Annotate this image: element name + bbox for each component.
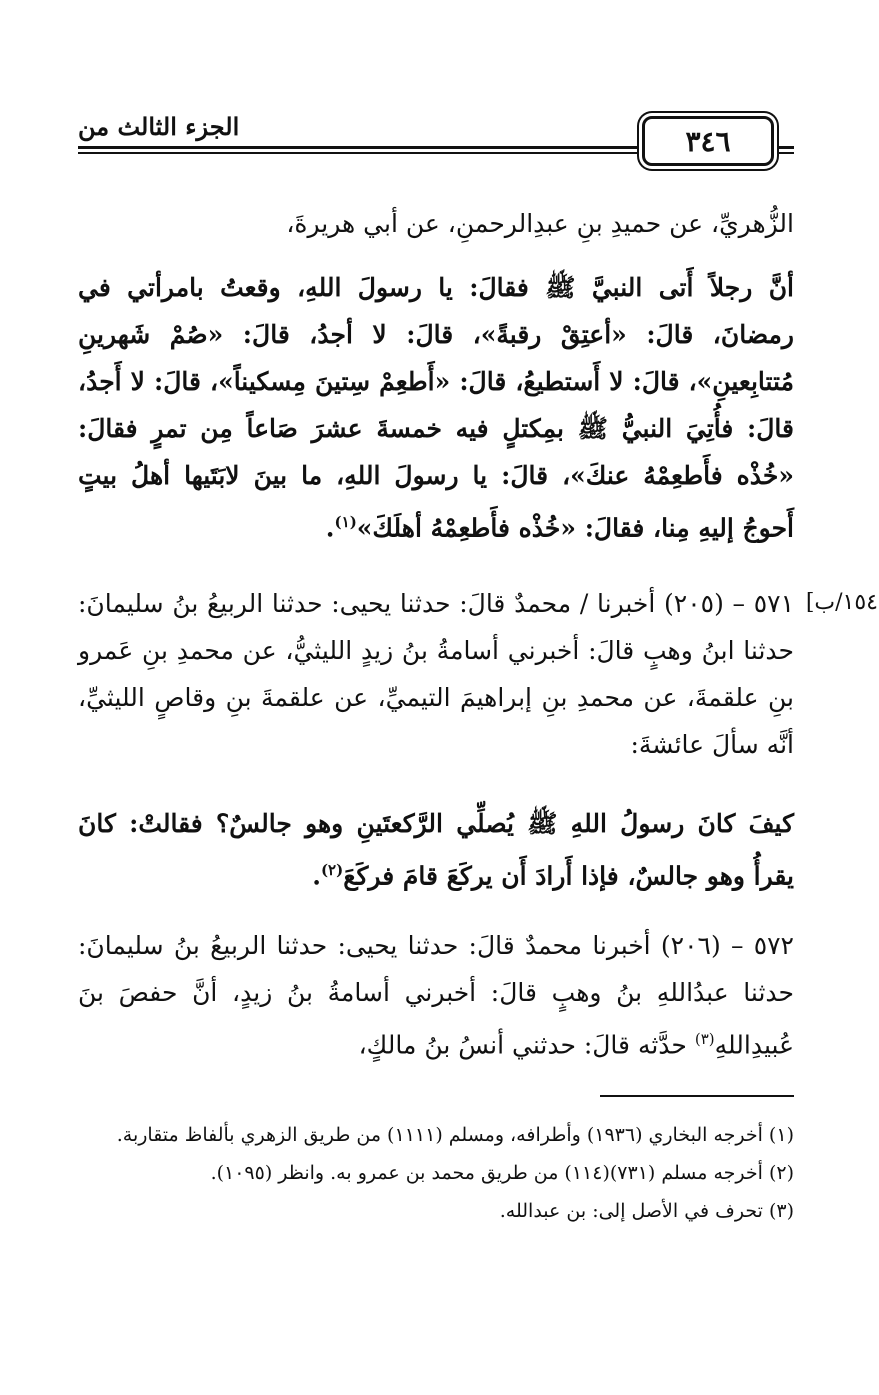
- footnote-1: (١) أخرجه البخاري (١٩٣٦) وأطرافه، ومسلم (١١١١) من طريق الزهري بألفاظ متقاربة.: [116, 1124, 794, 1146]
- footnote-separator: [600, 1095, 794, 1097]
- hadith-matn-1-text: أنَّ رجلاً أَتى النبيَّ ﷺ فقالَ: يا رسولَ اللهِ، وقعتُ بامرأتي في رمضانَ، قالَ: «أعتِقْ رقبةً»، قالَ: لا أجدُ، قالَ: «صُمْ شَهرينِ مُتتابِعينِ»، قالَ: لا أَستطيعُ، قالَ: «أَطعِمْ سِتينَ مِسكيناً»، قالَ: لا أَجدُ، قالَ: فأُتِيَ النبيُّ ﷺ بمِكتلٍ فيه خمسةَ عشرَ صَاعاً مِن تمرٍ فقالَ: «خُذْه فأَطعِمْهُ عنكَ»، قالَ: يا رسولَ اللهِ، ما بينَ لابَتَيها أهلُ بيتٍ أَحوجُ إليهِ مِنا، فقالَ: «خُذْه فأَطعِمْهُ أهلَكَ»: [78, 273, 794, 543]
- paragraph-isnad-end: الزُّهريِّ، عن حميدِ بنِ عبدِالرحمنِ، عن أبي هريرةَ،: [286, 209, 794, 238]
- hadith-matn-2-text: كيفَ كانَ رسولُ اللهِ ﷺ يُصلِّي الرَّكعتَينِ وهو جالسٌ؟ فقالتْ: كانَ يقرأُ وهو جالسٌ، فإذا أَرادَ أَن يركَعَ قامَ فركَعَ: [78, 809, 794, 891]
- paragraph-1-block: [78, 200, 794, 247]
- page-number: ٣٤٦: [642, 116, 774, 166]
- footnote-3: (٣) تحرف في الأصل إلى: بن عبدالله.: [499, 1200, 794, 1222]
- footnotes: [78, 1118, 794, 1232]
- running-title: الجزء الثالث من: [78, 110, 245, 144]
- page-header: [78, 110, 794, 166]
- hadith-572-isnad-text: ٥٧٢ – (٢٠٦) أخبرنا محمدٌ قالَ: حدثنا يحيى: حدثنا الربيعُ بنُ سليمانَ: حدثنا عبدُاللهِ بنُ وهبٍ قالَ: أخبرني أسامةُ بنُ زيدٍ، أنَّ حفصَ بنَ عُبيدِاللهِ: [78, 931, 794, 1060]
- footnote-ref-3: (٣): [694, 1030, 715, 1048]
- hadith-572-isnad-end: حدَّثه قالَ: حدثني أنسُ بنُ مالكٍ،: [358, 1030, 687, 1060]
- paragraph-5-block: [78, 922, 794, 1068]
- hadith-571-isnad: ٥٧١ – (٢٠٥) أخبرنا / محمدٌ قالَ: حدثنا يحيى: حدثنا الربيعُ بنُ سليمانَ: حدثنا ابنُ وهبٍ قالَ: أخبرني أسامةُ بنُ زيدٍ الليثيُّ، عن محمدِ بنِ عَمرو بنِ علقمةَ، عن محمدِ بنِ إبراهيمَ التيميِّ، عن علقمةَ بنِ وقاصٍ الليثيِّ، أنَّه سألَ عائشةَ:: [78, 589, 795, 759]
- footnote-ref-2: (٢): [320, 861, 344, 879]
- hadith-matn-2: كيفَ كانَ رسولُ اللهِ ﷺ يُصلِّي الرَّكعتَينِ وهو جالسٌ؟ فقالتْ: كانَ يقرأُ وهو جالسٌ، فإذا أَرادَ أَن يركَعَ قامَ فركَعَ$^{(٢)}$.: [78, 809, 794, 891]
- paragraph-3-block: [78, 580, 794, 768]
- paragraph-2-block: [78, 264, 794, 551]
- margin-folio-note: ١٥٤/ب]: [805, 590, 878, 615]
- hadith-572-isnad: [78, 922, 794, 1068]
- footnote-ref-1: (١): [334, 513, 357, 531]
- paragraph-4-block: [78, 800, 794, 899]
- hadith-matn-1: أنَّ رجلاً أَتى النبيَّ ﷺ فقالَ: يا رسولَ اللهِ، وقعتُ بامرأتي في رمضانَ، قالَ: «أعتِقْ رقبةً»، قالَ: لا أجدُ، قالَ: «صُمْ شَهرينِ مُتتابِعينِ»، قالَ: لا أَستطيعُ، قالَ: «أَطعِمْ سِتينَ مِسكيناً»، قالَ: لا أَجدُ، قالَ: فأُتِيَ النبيُّ ﷺ بمِكتلٍ فيه خمسةَ عشرَ صَاعاً مِن تمرٍ فقالَ: «خُذْه فأَطعِمْهُ عنكَ»، قالَ: يا رسولَ اللهِ، ما بينَ لابَتَيها أهلُ بيتٍ أَحوجُ إليهِ مِنا، فقالَ: «خُذْه فأَطعِمْهُ أهلَكَ»$^{(١)}$.: [78, 273, 794, 543]
- footnote-2: (٢) أخرجه مسلم (٧٣١)(١١٤) من طريق محمد بن عمرو به. وانظر (١٠٩٥).: [210, 1162, 794, 1184]
